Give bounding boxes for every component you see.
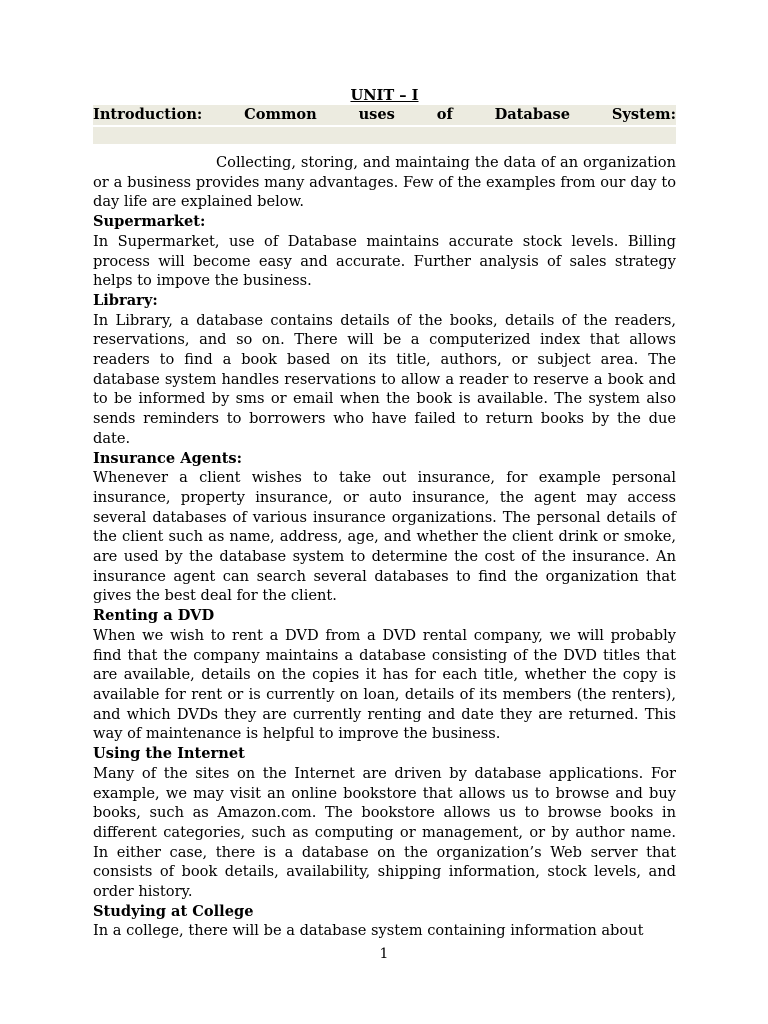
intro-heading-word: Database xyxy=(494,106,571,123)
intro-heading-word: Introduction: xyxy=(93,106,203,123)
section-text-supermarket: In Supermarket, use of Database maintains accurate stock levels. Billing process will become easy and accurate. Further analysis of sales strategy helps to impove the business. xyxy=(93,232,676,290)
intro-heading-word: uses xyxy=(358,106,395,123)
section-text-library: In Library, a database contains details of the books, details of the readers, reservations, and so on. There will be a computerized index that allows readers to find a book based on its title, authors, or subject area. The database system handles reservations to allow a reader to reserve a book and to be informed by sms or email when the book is available. The system also sends reminders to borrowers who have failed to return books by the due date. xyxy=(93,311,676,447)
section-heading-insurance-agents: Insurance Agents: xyxy=(93,449,243,467)
intro-heading-word: of xyxy=(436,106,453,123)
section-heading-renting-dvd: Renting a DVD xyxy=(93,607,215,625)
section-heading-library: Library: xyxy=(93,291,158,309)
section-text-studying-college: In a college, there will be a database system containing information about xyxy=(93,922,644,940)
section-text-renting-dvd: When we wish to rent a DVD from a DVD rental company, we will probably find that the company maintains a database consisting of the DVD titles that are available, details on the copies it has for each title, whether the copy is available for rent or is currently on loan, details of its members (the renters), and which DVDs they are currently renting and date they are returned. This way of maintenance is helpful to improve the business. xyxy=(93,626,676,743)
spacer xyxy=(93,144,676,153)
intro-paragraph: Collecting, storing, and maintaing the data of an organization or a business provides many advantages. Few of the examples from our day to day life are explained below. xyxy=(93,154,676,211)
intro-heading-word: System: xyxy=(611,106,676,123)
page-number: 1 xyxy=(379,946,389,962)
unit-title: UNIT – I xyxy=(350,87,419,104)
section-text-insurance-agents: Whenever a client wishes to take out insurance, for example personal insurance, property insurance, or auto insurance, the agent may access several databases of various insurance organizations. The personal details of the client such as name, address, age, and whether the client drink or smoke, are used by the database system to determine the cost of the insurance. An insurance agent can search several databases to find the organization that gives the best deal for the client. xyxy=(93,469,676,605)
section-heading-studying-college: Studying at College xyxy=(93,902,254,920)
section-heading-supermarket: Supermarket: xyxy=(93,213,206,231)
document-page xyxy=(93,86,676,941)
section-heading-using-internet: Using the Internet xyxy=(93,745,245,763)
shaded-band xyxy=(93,127,676,144)
intro-heading xyxy=(93,105,676,125)
section-text-using-internet: Many of the sites on the Internet are driven by database applications. For example, we may visit an online bookstore that allows us to browse and buy books, such as Amazon.com. The bookstore allows us to browse books in different categories, such as computing or management, or by author name. In either case, there is a database on the organization’s Web server that consists of book details, availability, shipping information, stock levels, and order history. xyxy=(93,764,676,901)
intro-heading-word: Common xyxy=(244,106,317,123)
